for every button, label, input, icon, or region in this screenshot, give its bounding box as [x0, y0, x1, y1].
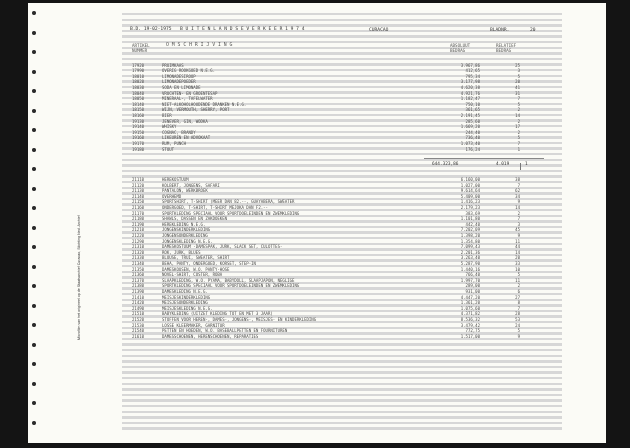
relative-amount: 7	[517, 182, 520, 188]
absolute-amount: 750,10	[465, 101, 480, 107]
description: VRUCHTEN- EN GROENTESAP	[162, 90, 218, 96]
form-stripe	[122, 58, 562, 60]
absolute-amount: 4.447,20	[460, 294, 480, 300]
relative-amount: 2	[517, 210, 520, 216]
absolute-amount: 2.191,45	[460, 112, 480, 118]
absolute-amount: 772,75	[465, 328, 480, 334]
article-code: 21220	[132, 233, 145, 238]
page-number: 20	[530, 28, 536, 33]
description: KOLBERT, JONGENS, SAFARI	[162, 182, 220, 188]
binder-hole	[32, 70, 36, 74]
description: PRUIMKAAS	[162, 62, 184, 68]
absolute-amount: 4.921,76	[460, 90, 480, 96]
col-amount-line2: BEDRAG	[450, 48, 466, 53]
form-stripe	[122, 422, 562, 424]
binder-hole	[32, 343, 36, 347]
absolute-amount: 5.409,00	[460, 193, 480, 199]
binder-hole	[32, 421, 36, 425]
binder-hole	[32, 245, 36, 249]
description: NOVEL-SHIRT, COSTER, ROBA	[162, 272, 223, 278]
relative-amount: 14	[515, 112, 520, 118]
article-code: 18010	[132, 73, 145, 79]
relative-amount: 7	[517, 96, 520, 102]
description: SODA EN LIMONADE	[162, 84, 201, 90]
relative-amount: 45	[515, 227, 520, 233]
absolute-amount: 1.073,40	[460, 140, 480, 146]
table-row	[122, 147, 562, 153]
description: DAMESKLEDING N.E.G.	[162, 289, 208, 294]
absolute-amount: 5.287,90	[460, 261, 480, 266]
col-rel-line2: BEDRAG	[496, 48, 512, 53]
description: WIJN, VERMOUTH, SHERRY, PORT	[162, 107, 230, 113]
absolute-amount: 3.479,42	[460, 322, 480, 328]
absolute-amount: 7.202,09	[460, 227, 480, 233]
article-code: 21140	[132, 193, 145, 199]
description: PETTEN EN HOEDEN, W.O. BASEBALLPETTEN EN FOURNITUREN	[162, 328, 288, 334]
absolute-amount: 285,60	[465, 118, 480, 124]
binder-hole	[32, 187, 36, 191]
description: NIET-ALKOHOLHOUDENDE DRANKEN N.E.G.	[162, 101, 247, 107]
form-stripe	[122, 355, 562, 357]
relative-amount: 3	[517, 221, 520, 227]
relative-amount: 38	[515, 177, 520, 182]
binder-hole	[32, 362, 36, 366]
article-code: 21350	[132, 266, 145, 272]
binder-hole	[32, 323, 36, 327]
article-code: 18160	[132, 112, 145, 118]
form-stripe	[122, 13, 562, 15]
absolute-amount: 8.536,32	[460, 317, 480, 322]
absolute-amount: 1.997,70	[460, 277, 480, 283]
binder-hole	[32, 109, 36, 113]
article-code: 21190	[132, 221, 145, 227]
absolute-amount: 1.101,80	[460, 216, 480, 222]
article-code: 18030	[132, 84, 145, 90]
total-amount: 644.323,86	[432, 162, 459, 167]
absolute-amount: 4.620,38	[460, 84, 480, 90]
relative-amount: 20	[515, 255, 520, 261]
relative-amount: 7	[517, 305, 520, 311]
description: MEISJESKINDERKLEDING	[162, 294, 211, 300]
form-stripe	[122, 159, 562, 161]
description: SLAAPKLEDING, W.O. PYAMA, BABYDOLL, SLAAPJAPON, NEGLIGE	[162, 277, 295, 283]
description: BLOUSE, TRUI, SWEATER, SHIRT	[162, 255, 230, 261]
col-desc-header: O M S C H R I J V I N G	[166, 43, 233, 48]
article-code: 21360	[132, 272, 145, 278]
relative-amount: 41	[515, 84, 520, 90]
description: RUM, PUNCH	[162, 140, 187, 146]
binder-hole	[32, 226, 36, 230]
description: COGNAC, BRANDY	[162, 129, 196, 135]
relative-amount: 28	[515, 311, 520, 317]
absolute-amount: 1.075,60	[460, 305, 480, 311]
page-label: BLADNR.	[490, 28, 510, 33]
article-code: 21160	[132, 205, 145, 210]
binder-hole	[32, 11, 36, 15]
total-divider	[520, 163, 521, 170]
absolute-amount: 1.182,47	[460, 96, 480, 102]
absolute-amount: 766,40	[465, 272, 480, 278]
total-mark: 1	[525, 162, 528, 167]
article-code: 19130	[132, 118, 145, 124]
form-stripe	[122, 349, 562, 351]
relative-amount: 9	[517, 233, 520, 238]
description: MEISJESKLEDING N.E.G.	[162, 305, 213, 311]
report-date: B.D. 19-02-1975	[130, 27, 172, 32]
article-code: 21370	[132, 277, 145, 283]
relative-amount: 7	[517, 216, 520, 222]
absolute-amount: 1.398,20	[460, 233, 480, 238]
col-rel-header	[496, 43, 516, 53]
absolute-amount: 4.371,82	[460, 311, 480, 317]
relative-amount: 9	[517, 333, 520, 339]
description: OVERIG ROOKGOED N.E.G.	[162, 68, 215, 74]
absolute-amount: 1.416,23	[460, 199, 480, 205]
binder-hole	[32, 382, 36, 386]
binder-hole	[32, 50, 36, 54]
col-amount-line1: ABSOLUUT	[450, 43, 471, 48]
form-stripe	[122, 405, 562, 407]
relative-amount: 2	[517, 283, 520, 289]
description: LIMONADESIROOP	[162, 73, 196, 79]
relative-amount: 2	[517, 107, 520, 113]
article-code: 21320	[132, 249, 145, 255]
binder-hole	[32, 89, 36, 93]
description: BEHA, PANTY, ONDERGOED, KORSET, STEP-IN	[162, 261, 256, 266]
absolute-amount: 442,40	[465, 221, 480, 227]
description: JENEVER, GIN, WODKA	[162, 118, 208, 124]
form-stripe	[122, 366, 562, 368]
binder-hole	[32, 206, 36, 210]
binder-hole	[32, 401, 36, 405]
relative-amount: 27	[515, 294, 520, 300]
relative-amount: 11	[515, 238, 520, 244]
absolute-amount: 412,65	[465, 68, 480, 74]
article-code: 21530	[132, 322, 145, 328]
total-relative: 4.019	[496, 162, 510, 167]
relative-amount: 24	[515, 322, 520, 328]
relative-amount: 8	[517, 300, 520, 306]
relative-amount: 10	[515, 266, 520, 272]
absolute-amount: 931,00	[465, 289, 480, 294]
relative-amount: 34	[515, 193, 520, 199]
relative-amount: 44	[515, 244, 520, 250]
description: SHAWLS, DASSEN EN ZAKDOEKEN	[162, 216, 228, 222]
description: MEISJESONDERKLEDING	[162, 300, 208, 306]
total-rule	[424, 158, 544, 159]
absolute-amount: 361,65	[465, 107, 480, 113]
binder-hole	[32, 31, 36, 35]
article-code: 21150	[132, 199, 145, 205]
form-stripe	[122, 19, 562, 21]
article-code: 19150	[132, 129, 145, 135]
side-note-text: Microfilm van het origineel op de Staatsarchief Curacao, Stichting Ned. Archief	[77, 215, 81, 340]
listing-form	[122, 7, 562, 437]
col-code-line2: NUMMER	[132, 48, 148, 53]
relative-amount: 3	[517, 68, 520, 74]
description: LIMONADEPOEDER	[162, 79, 196, 85]
relative-amount: 2	[517, 118, 520, 124]
relative-amount: 5	[517, 135, 520, 141]
article-code: 19170	[132, 140, 145, 146]
article-code: 21120	[132, 182, 145, 188]
relative-amount: 33	[515, 261, 520, 266]
binder-hole	[32, 148, 36, 152]
description: MINERAAL-, TAFELWATER	[162, 96, 213, 102]
absolute-amount: 736,40	[465, 135, 480, 141]
relative-amount: 2	[517, 129, 520, 135]
article-code: 18150	[132, 107, 145, 113]
absolute-amount: 1.669,20	[460, 124, 480, 130]
absolute-amount: 1.027,00	[460, 182, 480, 188]
col-amount-header	[450, 43, 470, 53]
relative-amount: 62	[515, 188, 520, 194]
col-code-line1: ARTIKEL	[132, 43, 150, 48]
description: STOFFEN VOOR HEREN-, DAMES-, JONGENS-, MEISJES- EN KINDERKLEDING	[162, 317, 317, 322]
absolute-amount: 383,69	[465, 210, 480, 216]
absolute-amount: 2.179,23	[460, 205, 480, 210]
form-stripe	[122, 388, 562, 390]
table-row	[122, 334, 562, 340]
binder-hole	[32, 265, 36, 269]
relative-amount: 5	[517, 73, 520, 79]
relative-amount: 53	[515, 317, 520, 322]
description: OVERHEMD	[162, 193, 182, 199]
article-code: 18140	[132, 101, 145, 107]
col-code-header	[132, 43, 150, 53]
form-stripe	[122, 360, 562, 362]
relative-amount: 11	[515, 277, 520, 283]
relative-amount: 5	[517, 101, 520, 107]
article-code: 21290	[132, 238, 145, 244]
article-code: 17920	[132, 62, 145, 68]
absolute-amount: 1.440,16	[460, 266, 480, 272]
description: SPORTSHIRT, T-SHIRT (MEER DAN 82.--, GUAYABERA, SWEATER	[162, 199, 295, 205]
description: HEREKOSTUUM	[162, 177, 189, 182]
absolute-amount: 2.201,36	[460, 249, 480, 255]
binder-holes	[28, 3, 42, 443]
relative-amount: 17	[515, 124, 520, 130]
form-stripe	[122, 35, 562, 37]
description: DAMESKOUSEN, W.O. PANTY-HOSE	[162, 266, 230, 272]
article-code: 21610	[132, 333, 145, 339]
article-code: 21210	[132, 227, 145, 233]
article-code: 19180	[132, 146, 145, 152]
form-stripe	[122, 383, 562, 385]
binder-hole	[32, 128, 36, 132]
form-stripe	[122, 399, 562, 401]
article-code: 21180	[132, 216, 145, 222]
relative-amount: 20	[515, 79, 520, 85]
article-code: 21340	[132, 261, 145, 266]
relative-amount: 5	[517, 272, 520, 278]
article-code: 21390	[132, 289, 145, 294]
description: BABYKLEDING (UITZET KLEDING TOT EN MET 3 JAAR)	[162, 311, 273, 317]
description: WHISKY	[162, 124, 177, 130]
report-title: B U I T E N L A N D S E V E R K E E R 1 9 7 4	[180, 27, 305, 32]
article-code: 19160	[132, 135, 145, 141]
relative-amount: 6	[517, 289, 520, 294]
description: ONDERGOED, T-SHIRT, T-SHIRT MEJOKA DAN F2.--	[162, 205, 268, 210]
absolute-amount: 795,34	[465, 73, 480, 79]
microfilm-side-note	[74, 153, 88, 353]
article-code: 18020	[132, 79, 145, 85]
article-code: 21310	[132, 244, 145, 250]
description: ROK, JURK, BLUES	[162, 249, 201, 255]
form-stripe	[122, 153, 562, 155]
report-place: CURACAO	[369, 28, 389, 33]
absolute-amount: 7.099,43	[460, 244, 480, 250]
article-code: 21410	[132, 294, 145, 300]
description: BIER	[162, 112, 172, 118]
absolute-amount: 1.517,00	[460, 333, 480, 339]
form-stripe	[122, 377, 562, 379]
form-stripe	[122, 394, 562, 396]
absolute-amount: 3.263,40	[460, 255, 480, 261]
description: SPORTKLEDING SPECIAAL VOOR SPORTDOELEINDEN EN ZWEMKLEDING	[162, 210, 300, 216]
article-code: 21510	[132, 311, 145, 317]
article-code: 17990	[132, 68, 145, 74]
binder-hole	[32, 167, 36, 171]
absolute-amount: 244,40	[465, 129, 480, 135]
absolute-amount: 6.160,00	[460, 177, 480, 182]
relative-amount: 9	[517, 199, 520, 205]
description: JONGENSKINDERKLEDING	[162, 227, 211, 233]
relative-amount: 14	[515, 205, 520, 210]
relative-amount: 31	[515, 90, 520, 96]
article-code: 21490	[132, 305, 145, 311]
description: LOSSE KLEERMAKER, GARNITUR	[162, 322, 225, 328]
form-stripe	[122, 170, 562, 172]
description: LIKEUREN EN ADVOKAAT	[162, 135, 211, 141]
description: HEREKLEDING N.E.G.	[162, 221, 206, 227]
relative-amount: 5	[517, 328, 520, 334]
description: SPORTKLEDING SPECIAAL VOOR SPORTDOELEINDEN EN ZWEMKLEDING	[162, 283, 300, 289]
absolute-amount: 1.361,20	[460, 300, 480, 306]
description: DAMESKOSTUUM -DAMESPAK, JURK, SLACK SET, CULOTTES-	[162, 244, 283, 250]
description: DAMESSCHOENEN, HERENSCHOENEN, REPARATIES	[162, 333, 259, 339]
article-code: 21520	[132, 317, 145, 322]
article-code: 19140	[132, 124, 145, 130]
absolute-amount: 3.177,98	[460, 79, 480, 85]
article-code: 18040	[132, 90, 145, 96]
description: PANTALON, WERKBROEK	[162, 188, 208, 194]
form-stripe	[122, 343, 562, 345]
document-page	[28, 3, 606, 443]
absolute-amount: 1.354,80	[460, 238, 480, 244]
form-stripe	[122, 427, 562, 429]
description: JONGENSONDERKLEDING	[162, 233, 208, 238]
col-rel-line1: RELATIEF	[496, 43, 517, 48]
article-code: 21540	[132, 328, 145, 334]
description: JONGENSKLEDING N.E.G.	[162, 238, 213, 244]
article-code: 21170	[132, 210, 145, 216]
article-code: 21130	[132, 188, 145, 194]
binder-hole	[32, 284, 36, 288]
relative-amount: 14	[515, 249, 520, 255]
form-stripe	[122, 371, 562, 373]
article-code: 21420	[132, 300, 145, 306]
article-code: 21110	[132, 177, 145, 182]
article-code: 21330	[132, 255, 145, 261]
binder-hole	[32, 304, 36, 308]
relative-amount: 7	[517, 140, 520, 146]
form-stripe	[122, 411, 562, 413]
article-code: 21380	[132, 283, 145, 289]
form-stripe	[122, 416, 562, 418]
absolute-amount: 3.967,86	[460, 62, 480, 68]
absolute-amount: 9.614,64	[460, 188, 480, 194]
relative-amount: 1	[517, 146, 520, 152]
absolute-amount: 176,24	[465, 146, 480, 152]
relative-amount: 25	[515, 62, 520, 68]
absolute-amount: 289,00	[465, 283, 480, 289]
description: STOUT	[162, 146, 175, 152]
article-code: 18050	[132, 96, 145, 102]
